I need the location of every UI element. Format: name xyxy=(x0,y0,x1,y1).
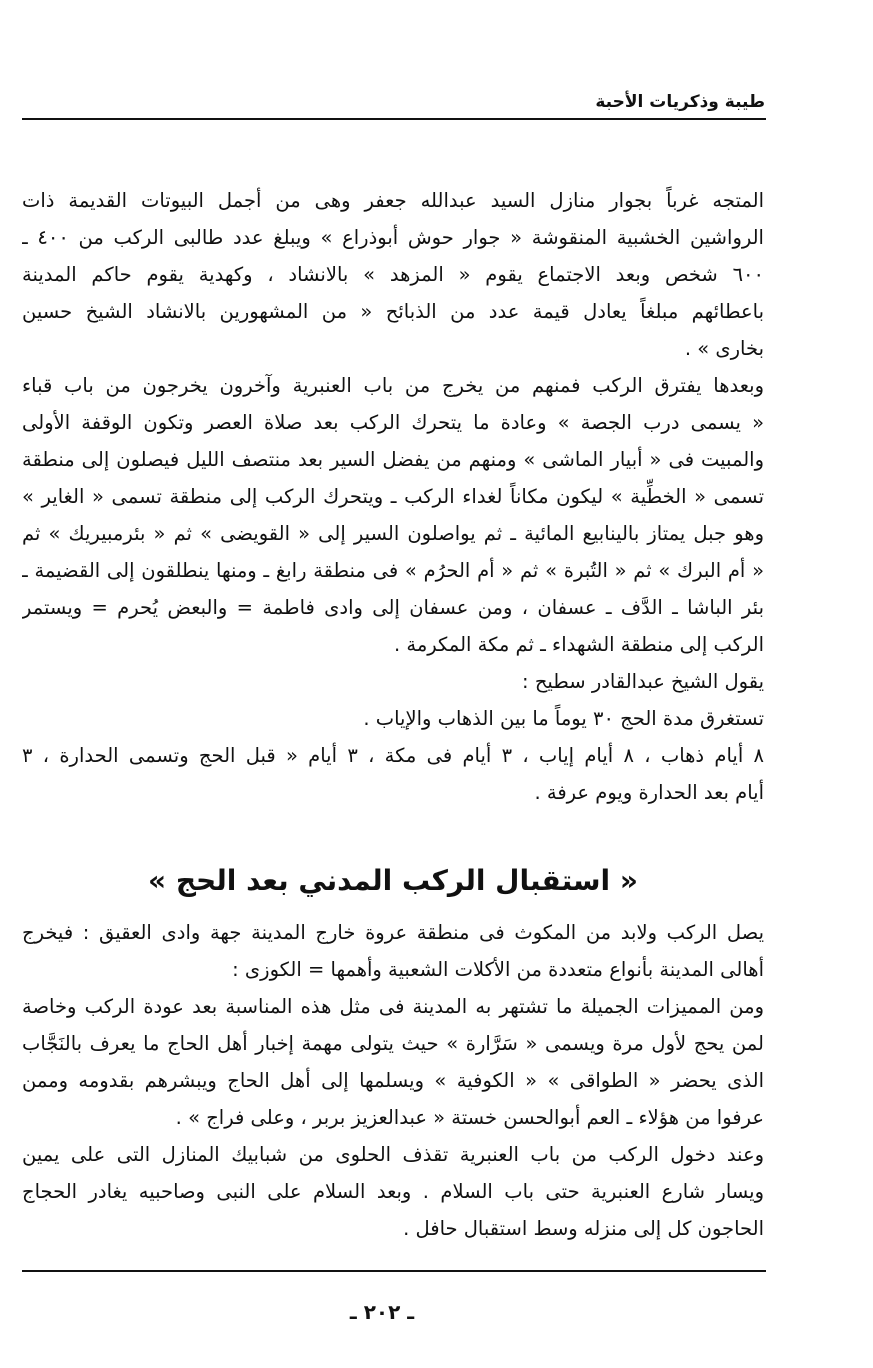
body-text-section-1 xyxy=(22,182,764,811)
text-line: أيام بعد الحدارة ويوم عرفة . xyxy=(534,781,764,804)
text-line: ويسار شارع العنبرية حتى باب السلام . وبعد السلام على النبى وصاحبيه يغادر الحجاج xyxy=(22,1180,764,1203)
text-line: وعند دخول الركب من باب العنبرية تقذف الحلوى من شبابيك المنازل التى على يمين xyxy=(22,1143,764,1166)
section-heading: « استقبال الركب المدني بعد الحج » xyxy=(148,864,638,897)
text-line: أهالى المدينة بأنواع متعددة من الأكلات الشعبية وأهمها = الكوزى : xyxy=(232,958,764,981)
text-line: الركب إلى منطقة الشهداء ـ ثم مكة المكرمة . xyxy=(393,633,764,656)
text-line: المتجه غرباً بجوار منازل السيد عبدالله جعفر وهى من أجمل البيوتات القديمة ذات xyxy=(22,189,764,212)
text-line: الرواشين الخشبية المنقوشة « جوار حوش أبوذراع » ويبلغ عدد طالبى الركب من ٤٠٠ ـ xyxy=(22,226,764,249)
text-line: ٨ أيام ذهاب ، ٨ أيام إياب ، ٣ أيام فى مكة ، ٣ أيام « قبل الحج وتسمى الحدارة ، ٣ xyxy=(22,744,764,767)
page-number: ـ ٢٠٢ ـ xyxy=(349,1300,415,1324)
text-line: والمبيت فى « أبيار الماشى » ومنهم من يفضل السير بعد منتصف الليل فيصلون إلى منطقة xyxy=(22,448,764,471)
text-line: وبعدها يفترق الركب فمنهم من يخرج من باب العنبرية وآخرون يخرجون من باب قباء xyxy=(22,374,764,397)
text-line: الحاجون كل إلى منزله وسط استقبال حافل . xyxy=(403,1217,764,1240)
text-line: تسمى « الخطِّية » ليكون مكاناً لغداء الركب ـ ويتحرك الركب إلى منطقة تسمى « الغاير » xyxy=(22,485,764,508)
text-line: تستغرق مدة الحج ٣٠ يوماً ما بين الذهاب والإياب . xyxy=(363,707,764,730)
text-line: يصل الركب ولابد من المكوث فى منطقة عروة خارج المدينة جهة وادى العقيق : فيخرج xyxy=(22,921,764,944)
body-text-section-2 xyxy=(22,914,764,1247)
text-line: لمن يحج لأول مرة ويسمى « سَرَّارة » حيث يتولى مهمة إخبار أهل الحاج ما يعرف بالنَجَّاب xyxy=(22,1032,764,1055)
text-line: ومن المميزات الجميلة ما تشتهر به المدينة فى مثل هذه المناسبة بعد عودة الركب وخاصة xyxy=(22,995,764,1018)
text-line: باعطائهم مبلغاً يعادل قيمة عدد من الذبائح « من المشهورين بالانشاد الشيخ حسين xyxy=(22,300,764,323)
text-line: وهو جبل يمتاز بالينابيع المائية ـ ثم يواصلون السير إلى « القويضى » ثم « بئرمبيريك » ثم xyxy=(22,522,764,545)
text-line: يقول الشيخ عبدالقادر سطيح : xyxy=(522,670,764,693)
running-header-title: طيبة وذكريات الأحبة xyxy=(595,92,765,112)
text-line: بئر الباشا ـ الدَّف ـ عسفان ، ومن عسفان إلى وادى فاطمة = والبعض يُحرم = ويستمر xyxy=(22,596,764,619)
text-line: عرفوا من هؤلاء ـ العم أبوالحسن خستة « عبدالعزيز بربر ، وعلى فراج » . xyxy=(175,1106,764,1129)
footer-divider xyxy=(22,1270,766,1272)
text-line: الذى يحضر « الطواقى » « الكوفية » ويسلمها إلى أهل الحاج ويبشرهم بقدومه وممن xyxy=(22,1069,764,1092)
text-line: بخارى » . xyxy=(684,337,764,360)
text-line: « يسمى درب الجصة » وعادة ما يتحرك الركب بعد صلاة العصر وتكون الوقفة الأولى xyxy=(22,411,764,434)
header-divider xyxy=(22,118,766,120)
text-line: « أم البرك » ثم « التُبرة » ثم « أم الحرُم » فى منطقة رابغ ـ ومنها ينطلقون إلى القضيمة ـ xyxy=(22,559,764,582)
text-line: ٦٠٠ شخص وبعد الاجتماع يقوم « المزهد » بالانشاد ، وكهدية يقوم حاكم المدينة xyxy=(22,263,764,286)
